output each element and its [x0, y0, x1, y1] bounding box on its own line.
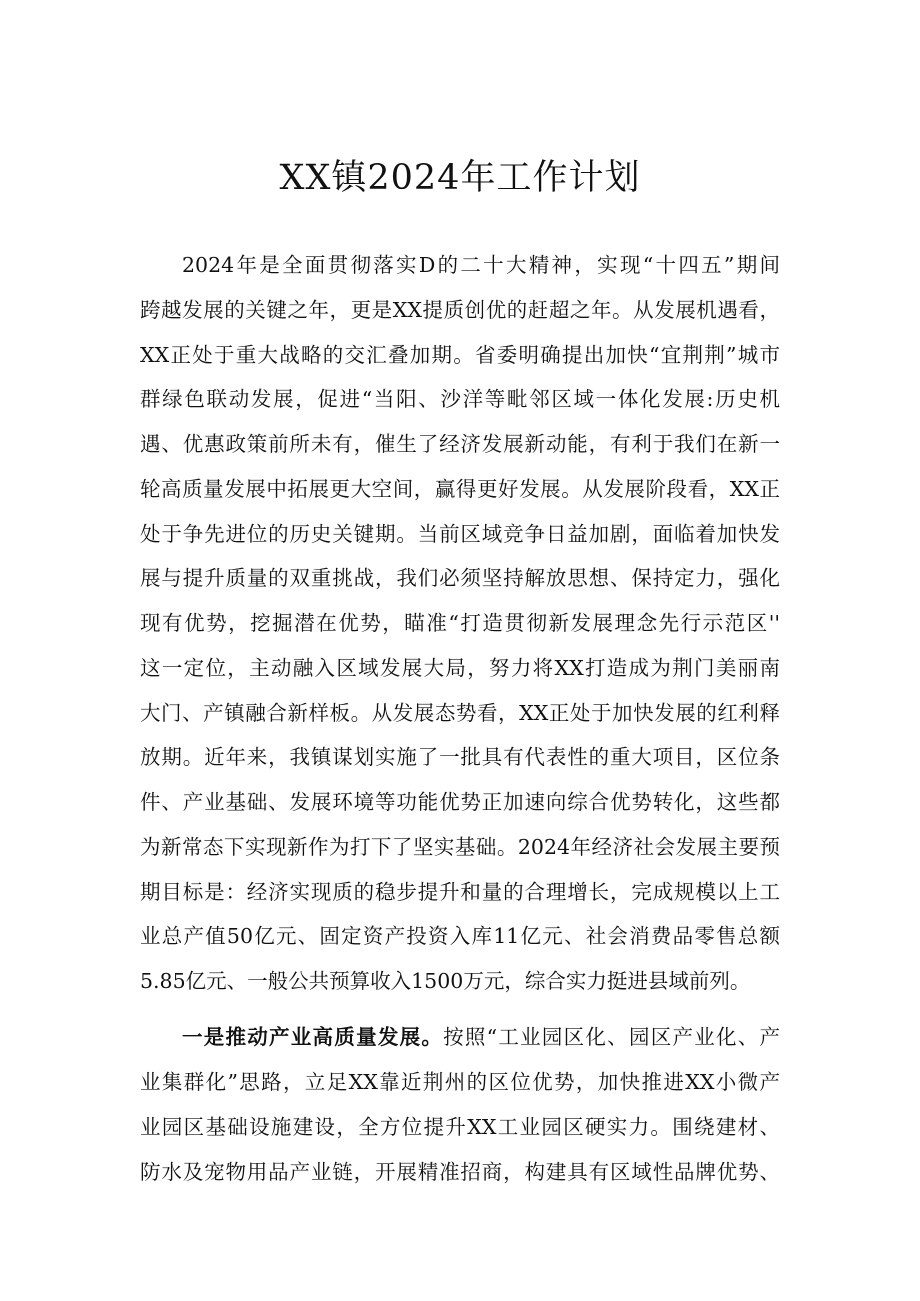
paragraph-line: 2024年是全面贯彻落实D的二十大精神，实现“十四五”期间	[182, 253, 780, 277]
paragraph-line: 群绿色联动发展，促进“当阳、沙洋等毗邻区域一体化发展:历史机	[140, 387, 780, 411]
paragraph-text: 按照“工业园区化、园区产业化、产	[443, 1025, 781, 1049]
paragraph-line: 业集群化”思路，立足XX靠近荆州的区位优势，加快推进XX小微产	[140, 1070, 780, 1094]
paragraph-line: 业园区基础设施建设，全方位提升XX工业园区硬实力。围绕建材、	[140, 1115, 780, 1139]
document-title: XX镇2024年工作计划	[279, 158, 641, 198]
paragraph-line: 处于争先进位的历史关键期。当前区域竞争日益加剧，面临着加快发	[140, 522, 780, 546]
paragraph-line: 件、产业基础、发展环境等功能优势正加速向综合优势转化，这些都	[140, 790, 780, 814]
paragraph-line: 展与提升质量的双重挑战，我们必须坚持解放思想、保持定力，强化	[140, 566, 780, 590]
paragraph-line: 遇、优惠政策前所未有，催生了经济发展新动能，有利于我们在新一	[140, 432, 780, 456]
paragraph-line: XX正处于重大战略的交汇叠加期。省委明确提出加快“宜荆荆”城市	[140, 343, 780, 367]
paragraph-line: 跨越发展的关键之年，更是XX提质创优的赶超之年。从发展机遇看，	[140, 298, 780, 322]
paragraph-line: 现有优势，挖掘潜在优势，瞄准“打造贯彻新发展理念先行示范区''	[140, 611, 780, 635]
paragraph-line: 放期。近年来，我镇谋划实施了一批具有代表性的重大项目，区位条	[140, 745, 780, 769]
section-heading: 一是推动产业高质量发展。	[182, 1025, 444, 1049]
paragraph-line: 为新常态下实现新作为打下了坚实基础。2024年经济社会发展主要预	[140, 835, 780, 859]
paragraph-line: 业总产值50亿元、固定资产投资入库11亿元、社会消费品零售总额	[140, 924, 780, 948]
paragraph-line	[182, 1020, 780, 1054]
paragraph-line: 期目标是：经济实现质的稳步提升和量的合理增长，完成规模以上工	[140, 880, 780, 904]
paragraph-line: 轮高质量发展中拓展更大空间，赢得更好发展。从发展阶段看，XX正	[140, 477, 780, 501]
paragraph-line: 这一定位，主动融入区域发展大局，努力将XX打造成为荆门美丽南	[140, 656, 780, 680]
paragraph-line: 5.85亿元、一般公共预算收入1500万元，综合实力挺进县域前列。	[140, 969, 751, 993]
paragraph-line: 防水及宠物用品产业链，开展精准招商，构建具有区域性品牌优势、	[140, 1160, 780, 1184]
paragraph-line: 大门、产镇融合新样板。从发展态势看，XX正处于加快发展的红利释	[140, 701, 780, 725]
